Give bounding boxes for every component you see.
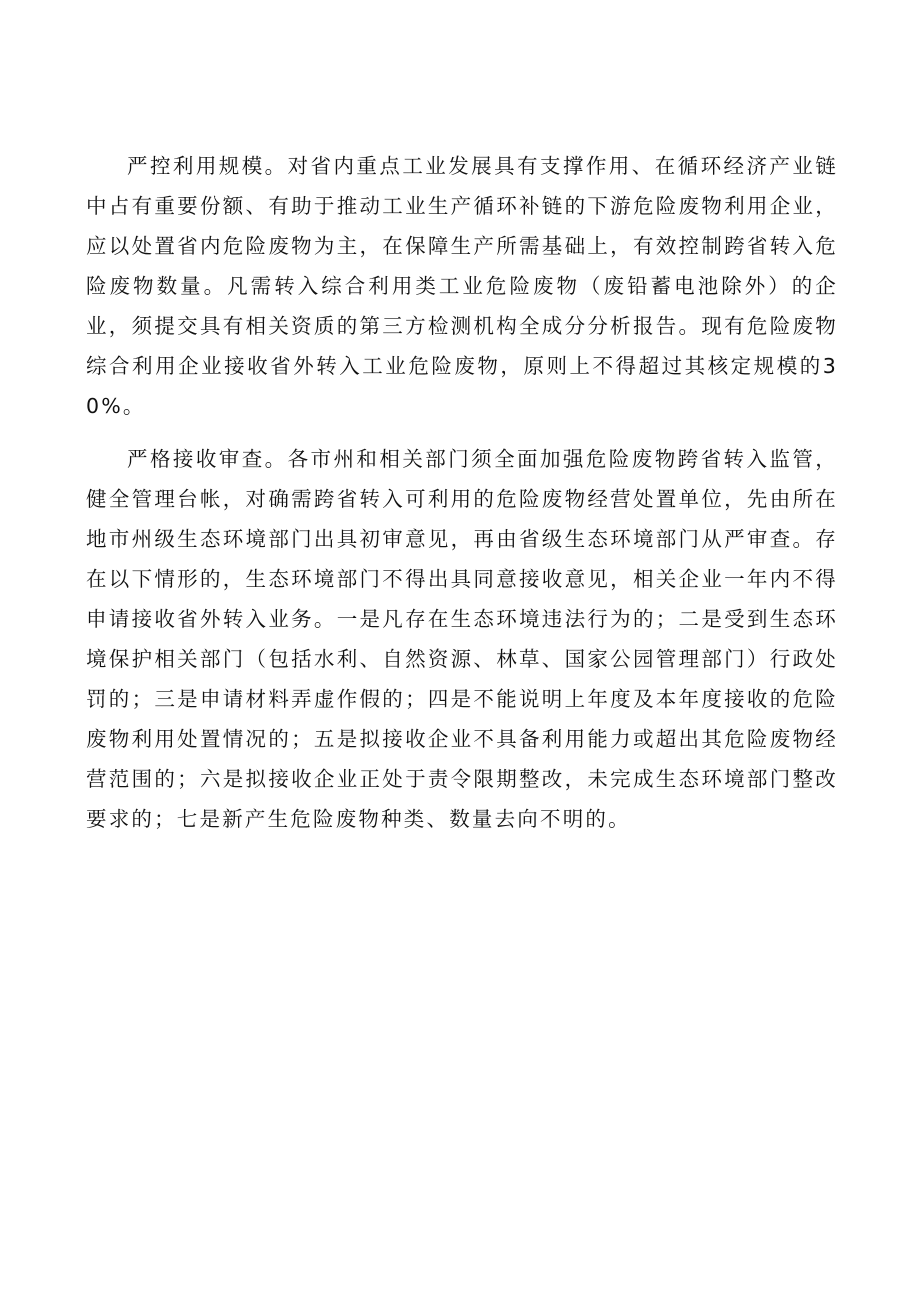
paragraph-utilization-scale: 严控利用规模。对省内重点工业发展具有支撑作用、在循环经济产业链中占有重要份额、有助于推动工业生产循环补链的下游危险废物利用企业，应以处置省内危险废物为主，在保障生产所需基础上，有效控制跨省转入危险废物数量。凡需转入综合利用类工业危险废物（废铅蓄电池除外）的企业，须提交具有相关资质的第三方检测机构全成分分析报告。现有危险废物综合利用企业接收省外转入工业危险废物，原则上不得超过其核定规模的30%。: [86, 154, 838, 418]
document-body: [86, 146, 838, 852]
paragraph-acceptance-review: 严格接收审查。各市州和相关部门须全面加强危险废物跨省转入监管，健全管理台帐，对确需跨省转入可利用的危险废物经营处置单位，先由所在地市州级生态环境部门出具初审意见，再由省级生态环境部门从严审查。存在以下情形的，生态环境部门不得出具同意接收意见，相关企业一年内不得申请接收省外转入业务。一是凡存在生态环境违法行为的；二是受到生态环境保护相关部门（包括水利、自然资源、林草、国家公园管理部门）行政处罚的；三是申请材料弄虚作假的；四是不能说明上年度及本年度接收的危险废物利用处置情况的；五是拟接收企业不具备利用能力或超出其危险废物经营范围的；六是拟接收企业正处于责令限期整改，未完成生态环境部门整改要求的；七是新产生危险废物种类、数量去向不明的。: [86, 447, 838, 831]
